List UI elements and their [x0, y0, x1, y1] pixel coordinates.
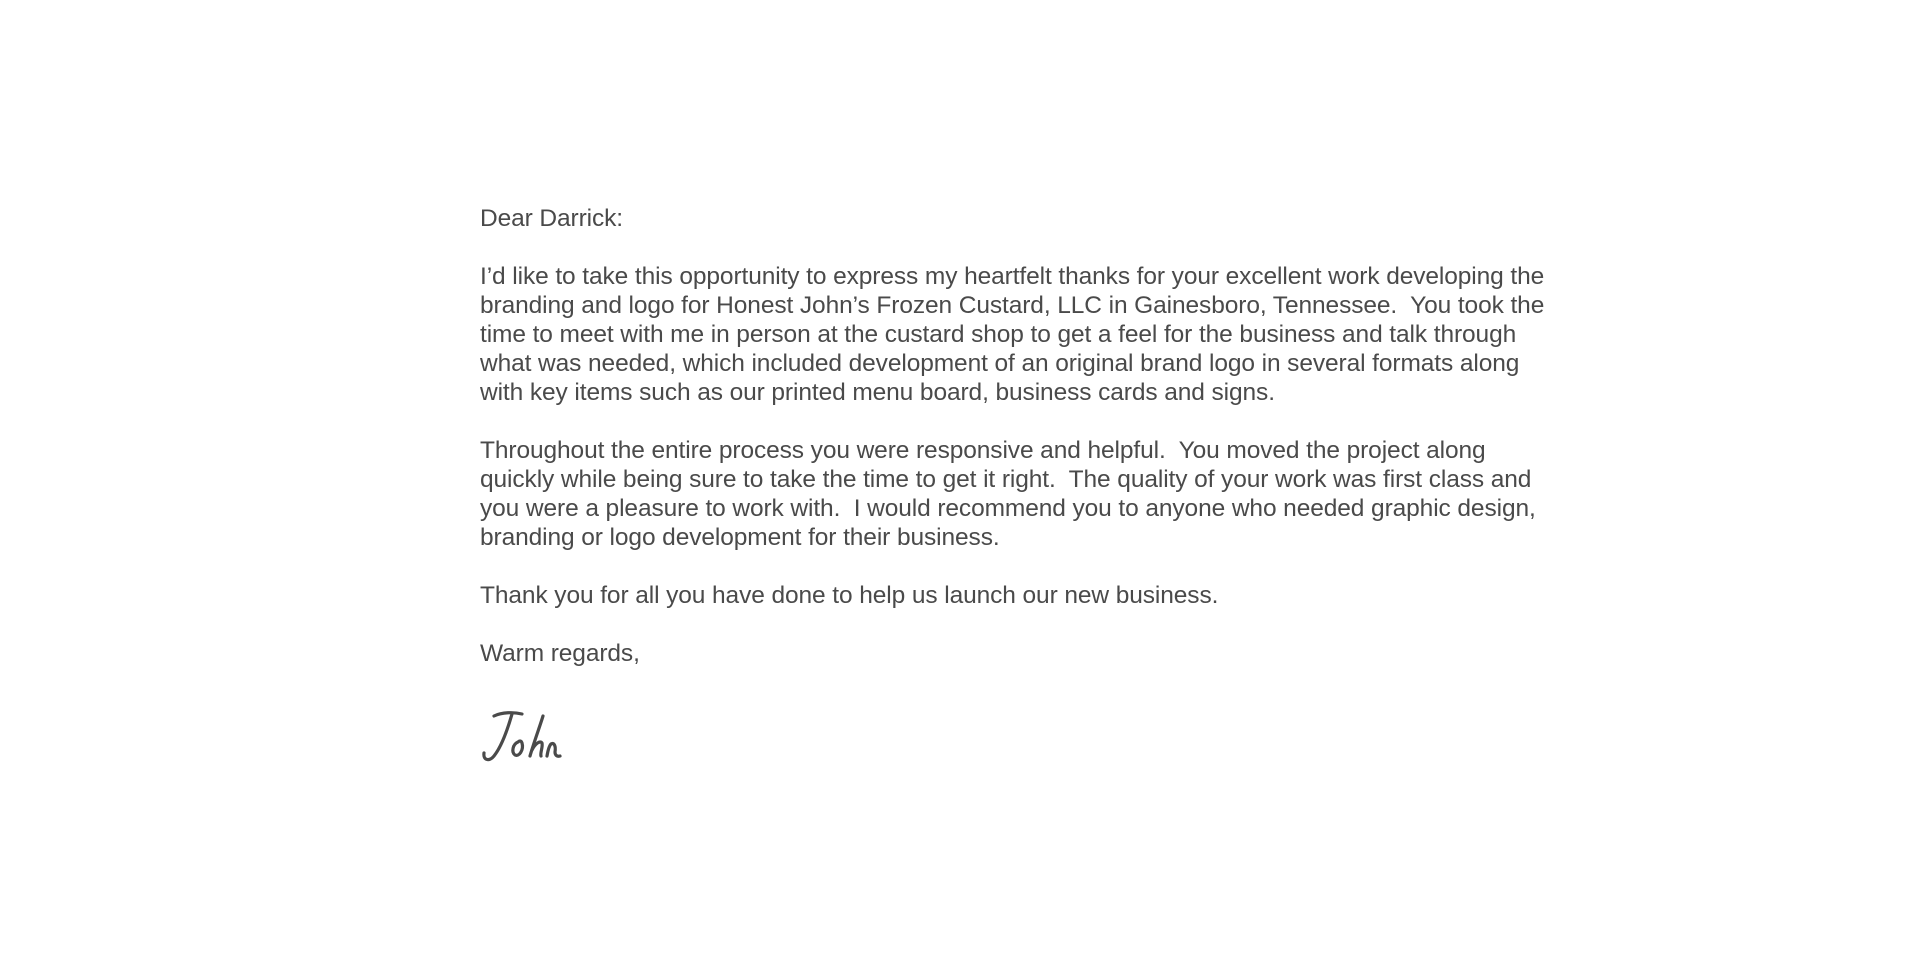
handwritten-signature	[480, 708, 1600, 766]
paragraph-thanks: I’d like to take this opportunity to express my heartfelt thanks for your excellent work developing the branding and logo for Honest John’s Frozen Custard, LLC in Gainesboro, Tennessee. You took the time to meet with me in person at the custard shop to get a feel for the business and talk through what was needed, which included development of an original brand logo in several formats along with key items such as our printed menu board, business cards and signs.	[480, 263, 1545, 406]
paragraph-closing-thanks: Thank you for all you have done to help us launch our new business.	[480, 582, 1219, 609]
paragraph-process: Throughout the entire process you were responsive and helpful. You moved the project along quickly while being sure to take the time to get it right. The quality of your work was first class and you were a pleasure to work with. I would recommend you to anyone who needed graphic design, branding or logo development for their business.	[480, 437, 1536, 551]
letter-body	[480, 204, 1600, 766]
signature-john-graphic	[480, 708, 576, 766]
closing: Warm regards,	[480, 640, 640, 667]
salutation: Dear Darrick:	[480, 205, 623, 232]
